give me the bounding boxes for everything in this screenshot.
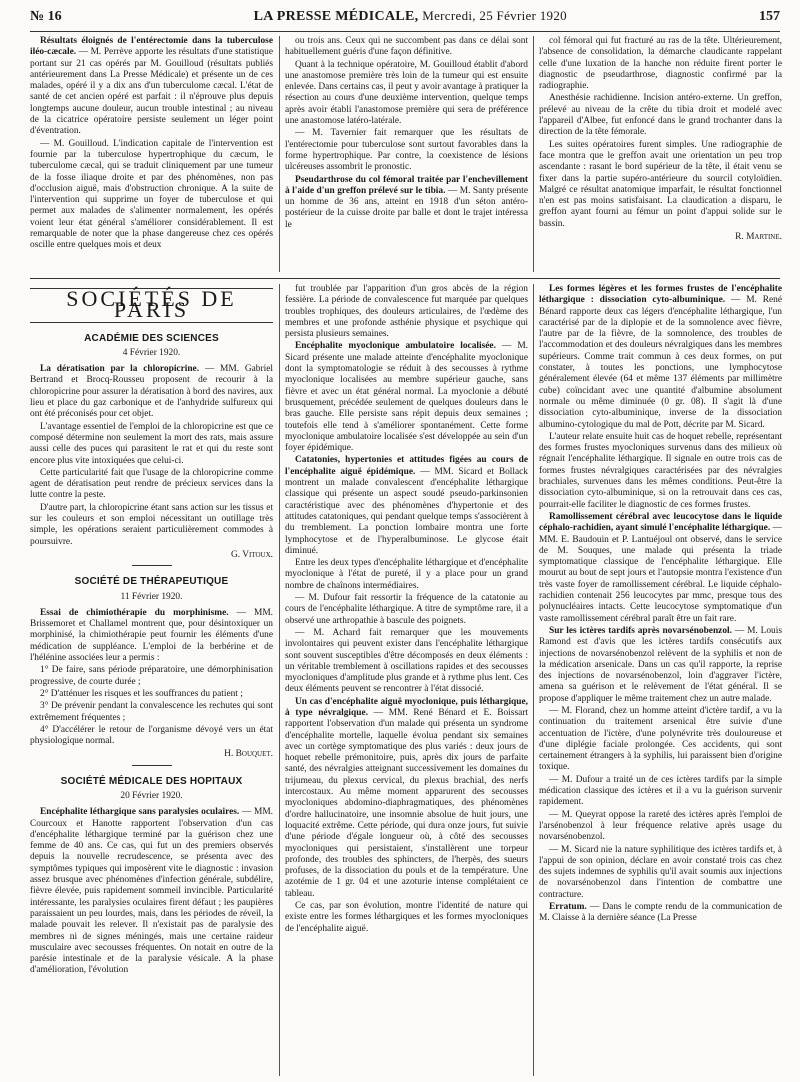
paragraph-heading: Erratum. [549, 902, 587, 913]
paragraph-text: — M. Santy présente un homme de 36 ans, atteint en 1918 d'un séton antéro-postérieur de la cuisse droite par balle et dont le trajet intéressa le [285, 185, 528, 230]
article-column-1-top [30, 36, 273, 272]
paragraph-text: Anesthésie rachidienne. Incision antéro-externe. Un greffon, prélevé au niveau de la crête du tibia droit et modelé avec l'appareil d'Albee, fut enfoncé dans le grand trochanter dans la direction de la tête fémorale. [539, 93, 782, 138]
academie-title: ACADÉMIE DES SCIENCES [84, 332, 219, 344]
paragraph-heading: Encéphalite myoclonique ambulatoire localisée. [295, 341, 496, 352]
paragraph [30, 139, 273, 252]
article-column-2-top [285, 36, 528, 272]
paragraph-text: 2° D'atténuer les risques et les souffrances du patient ; [40, 688, 243, 699]
article-signature: R. Martine. [735, 232, 782, 243]
paragraph-text: — M. Gouilloud. L'indication capitale de l'intervention est fournie par la tuberculose hypertrophique du cæcum, le tuberculome cæcal, qui se traduit cliniquement par une tumeur de la fosse iliaque droite et par des phénomènes, non pas d'occlusion aiguë, mais d'obstruction chronique. A la suite de l'intervention qui supprime un foyer de tuberculose et qui permet aux malades de s'alimenter normalement, les opérés voient leur état général s'améliorer considérablement. Il est remarquable de noter que la phase dangereuse chez ces opérés oscille entre quelques mois et deux [30, 138, 273, 251]
paragraph-text: — M. Louis Ramond est d'avis que les ictères tardifs consécutifs aux injections de novarsénobenzol relèvent de la syphilis et non de la médication arsenicale. Dans un cas qu'il rapporte, la reprise des injections de novarsénobenzol, loin d'aggraver l'ictère, amena sa guérison et le relèvement de l'état général. Il se propose d'appliquer le même traitement chez un autre malade. [539, 625, 782, 704]
section-rule [30, 278, 780, 279]
page-header [30, 8, 780, 30]
paragraph [285, 628, 528, 696]
paragraph-text: — M. Queyrat oppose la rareté des ictères après l'emploi de l'arsénobenzol à leur fréquence relative après usage du novarsénobenzol. [539, 809, 782, 843]
paragraph [539, 706, 782, 774]
paragraph [30, 468, 273, 502]
paragraph-heading: Encéphalite léthargique sans paralysies oculaires. [40, 807, 240, 818]
paragraph [539, 93, 782, 138]
therapeutique-date: 11 Février 1920. [120, 591, 183, 602]
section-separator [132, 765, 172, 766]
paragraph-text: Cette particularité fait que l'usage de la chloropicrine comme agent de dératisation peut rendre de précieux services dans la lutte contre la peste. [30, 467, 273, 501]
paragraph-text: — M. René Bénard rapporte deux cas légers d'encéphalite léthargique, l'un caractérisé par de la diplopie et de la somnolence avec fièvre, l'autre par de la fièvre, de la somnolence, des troubles de l'accommodation et des douleurs névralgiques dans les membres supérieurs. Comme trait commun à ces deux formes, on put constater, à toutes les ponctions, une lymphocytose généralement élevée (64 et même 137 éléments par millimètre cube) coïncidant avec une quantité d'albumine absolument normale ou même diminuée (0 gr. 08). Il s'agit là d'une dissociation cyto-albuminique, inverse de la dissociation albumino-cytologique du mal de Pott, décrite par M. Sicard. [539, 295, 782, 430]
paragraph [539, 626, 782, 705]
paragraph-text: — M. Sicard nie la nature syphilitique des ictères tardifs et, à l'appui de son opinion, déclare en avoir constaté trois cas chez des sujets indemnes de syphilis qu'il avait soumis aux injections de novarsénobenzol dans l'intention de combattre une contracture. [539, 844, 782, 900]
paragraph-text: fut troublée par l'apparition d'un gros abcès de la région fessière. La période de convalescence fut marquée par quelques troubles trophiques, des douleurs articulaires, de l'œdème des membres et une profonde asthénie physique et psychique qui persista plusieurs semaines. [285, 284, 528, 340]
paragraph-text: — M. Sicard présente une malade atteinte d'encéphalite myoclonique dont la symptomatologie se réduit à des secousses à rythme myoclonique localisées au membre supérieur gauche, sans fièvre et avec un état général normal. La myoclonie a débuté brusquement, précédée seulement de quelques douleurs dans le bras gauche. Elle persiste sans répit depuis deux semaines ; toutefois elle tend à s'améliorer spontanément. Cette forme myoclonique ambulatoire localisée s'est développée au sein d'un foyer épidémique. [285, 341, 528, 454]
paragraph-text: — MM. Courcoux et Hanotte rapportent l'observation d'un cas d'encéphalite léthargique terminé par la guérison chez une femme de 40 ans. Ce cas, qui fut un des premiers observés depuis la nouvelle recrudescence, se présenta avec des symptômes typiques qui imposèrent vite le diagnostic : invasion assez brusque avec phénomènes d'infection générale, subdélire, fièvre élevée, puis rapidement sommeil invincible. Particularité intéressante, les paralysies oculaires firent défaut ; les paupières paraissaient un peu lourdes, mais, dans les périodes de réveil, la malade pouvait les relever. Il n'existait pas de paralysie des membres ni de signes méningés, mais une certaine raideur musculaire avec secousses fréquentes. On notait en outre de la parésie intestinale et de la paralysie vésicale. A la phase d'amélioration, l'évolution [30, 807, 273, 976]
column-divider [279, 36, 280, 272]
paragraph-text: — M. Achard fait remarquer que les mouvements involontaires qui peuvent exister dans l'encéphalite léthargique sont souvent susceptibles d'être décomposés en deux éléments : un véritable tremblement à oscillations rapides et des secousses myocloniques d'amplitude plus grande et à rythme plus lent. Ces deux éléments peuvent se rencontrer à l'état dissocié. [285, 627, 528, 695]
paragraph [285, 593, 528, 627]
paragraph-heading: Un cas d'encéphalite aiguë myoclonique, puis léthargique, à type névralgique. [285, 696, 528, 718]
paragraph [285, 175, 528, 231]
paragraph [539, 810, 782, 844]
paragraph-heading: Sur les ictères tardifs après novarsénobenzol. [549, 625, 732, 636]
paragraph-heading: La dératisation par la chloropicrine. [40, 364, 200, 375]
paragraph-text: — MM. Gabriel Bertrand et Brocq-Rousseu proposent de recourir à la chloropicrine pour assurer la dératisation à bord des navires, aux lieu et place du gaz carbonique et de l'anhydride sulfureux qui ont été préconisés pour cet objet. [30, 364, 273, 420]
hopitaux-date: 20 Février 1920. [120, 790, 183, 801]
paragraph [30, 364, 273, 420]
paragraph-text: D'autre part, la chloropicrine étant sans action sur les tissus et sur les couleurs et son emploi nécessitant un outillage très simple, les opérations seraient particulièrement commodes à poursuivre. [30, 502, 273, 547]
paragraph-text: 4° D'accélérer le retour de l'organisme dévoyé vers un état physiologique normal. [30, 724, 273, 747]
paragraph [285, 901, 528, 935]
paragraph [539, 284, 782, 431]
paragraph [30, 503, 273, 548]
paragraph [30, 725, 273, 748]
academie-body [30, 364, 273, 548]
paragraph [539, 845, 782, 901]
paragraph [539, 775, 782, 809]
paragraph [30, 689, 273, 700]
column-divider [533, 36, 534, 272]
therapeutique-signature: H. Bouquet. [224, 749, 273, 760]
article-column-3-bottom [539, 284, 782, 1076]
paragraph [30, 608, 273, 664]
academie-date: 4 Février 1920. [122, 347, 181, 358]
paragraph-text: — MM. Brissemoret et Challamel montrent que, pour désintoxiquer un morphinisé, la chimiothérapie peut fournir les éléments d'une médication de suppléance. L'emploi de la berbérine et de l'hélénine associées leur a permis : [30, 607, 273, 664]
paragraph [285, 284, 528, 340]
paragraph [285, 60, 528, 128]
paragraph-heading: Pseudarthrose du col fémoral traitée par l'enchevillement à l'aide d'un greffon prélevé sur le tibia. [285, 174, 528, 196]
paragraph-text: L'auteur relate ensuite huit cas de hoquet rebelle, représentant des formes frustes myocloniques survenus dans des milieux où régnait l'encéphalite léthargique. Il signale en outre trois cas de formes frustes névralgiques caractérisées par des névralgies brachiales, survenues dans les mêmes conditions. Peut-être la dissociation cyto-albuminique, si on la retrouvait dans ces cas, pourrait-elle faciliter le diagnostic de ces formes frustes. [539, 431, 782, 510]
journal-title [254, 8, 567, 25]
paragraph [539, 140, 782, 230]
paragraph [285, 36, 528, 59]
paragraph [30, 807, 273, 976]
paragraph-text: — M. Dufour a traité un de ces ictères tardifs par la simple médication classique des ictères et il a vu la guérison survenir rapidement. [539, 774, 782, 808]
societes-column [30, 284, 273, 1076]
paragraph-text: Entre les deux types d'encéphalite léthargique et d'encéphalite myoclonique à l'état de pureté, il y a place pour un grand nombre de chaînons intermédiaires. [285, 558, 528, 591]
paragraph [539, 36, 782, 92]
paragraph-heading: Catatonies, hypertonies et attitudes figées au cours de l'encéphalite aiguë épidémique. [285, 455, 528, 477]
paragraph-text: — M. Dufour fait ressortir la fréquence de la catatonie au cours de l'encéphalite léthargique. A titre de symptôme rare, il a observé une arthropathie à bascule des poignets. [285, 593, 528, 626]
therapeutique-body [30, 608, 273, 748]
column-divider [533, 284, 534, 1076]
paragraph-heading: Ramollissement cérébral avec leucocytose dans le liquide céphalo-rachidien, ayant simulé l'encéphalite léthargique. [539, 511, 782, 534]
folio: 157 [759, 9, 780, 24]
hopitaux-body [30, 807, 273, 976]
paragraph-text: Les suites opératoires furent simples. Une radiographie de face montra que le greffon avait une orientation un peu trop ascendante : rasant le bord supérieur de la tête, il était venu se fixer dans la partie supéro-antérieure du sourcil cotyloïdien. Malgré ce résultat anatomique imparfait, le résultat fonctionnel n'en est pas moins satisfaisant. La claudication a disparu, le greffon ayant fourni au fémur un point d'appui solide sur le bassin. [539, 139, 782, 229]
paragraph [30, 701, 273, 724]
paragraph [30, 665, 273, 688]
paragraph-text: — M. Tavernier fait remarquer que les résultats de l'entérectomie pour tuberculose sont surtout favorables dans la forme hypertrophique. Par contre, la coexistence de lésions ulcéreuses assombrit le pronostic. [285, 128, 528, 173]
paragraph-text: — MM. René Bénard et E. Boissart rapportent l'observation d'un malade qui présenta un syndrome d'encéphalite mortelle, laquelle évolua pendant six semaines avec un cortège symptomatique des plus variés : deux jours de hoquet rebelle prémonitoire, puis, après dix jours de parfaite santé, des névralgies atteignant successivement les domaines du trijumeau, du plexus cervical, du plexus brachial, des nerfs intercostaux. Au même moment apparurent des secousses myocloniques abdomino-diaphragmatiques, des phénomènes d'ordre hallucinatoire, une insomnie absolue de huit jours, une loquacité extrême. Cette période, qui dura onze jours, fut suivie d'une période d'égale longueur où, à côté des secousses myocloniques qui persistaient, s'installèrent une torpeur profonde, des troubles des sphincters, de l'herpès, des sueurs profuses, de la dissociation du pouls et de la température. Une azotémie de 1 gr. 04 et une azoturie intense complétaient ce tableau. [285, 707, 528, 899]
societes-title: SOCIÉTÉS DE PARIS [30, 288, 273, 323]
paragraph [30, 36, 273, 138]
paragraph-text: ou trois ans. Ceux qui ne succombent pas dans ce délai sont habituellement guéris d'une façon définitive. [285, 36, 528, 58]
therapeutique-title: SOCIÉTÉ DE THÉRAPEUTIQUE [74, 576, 229, 588]
issue-date: Mercredi, 25 Février 1920 [422, 8, 567, 23]
paragraph [285, 558, 528, 592]
paragraph [539, 902, 782, 925]
paragraph [539, 512, 782, 625]
paragraph-text: — MM. E. Baudouin et P. Lantuéjoul ont observé, dans le service de M. Souques, une malade qui présenta la triade symptomatique classique de l'encéphalite léthargique. Elle mourut au bout de sept jours et l'autopsie montra l'existence d'un très vaste foyer de ramollissement cérébral. Le liquide céphalo-rachidien contenait 256 leucocytes par mmc, presque tous des polynucléaires intacts. Cette leucocytose symptomatique d'un vaste ramollissement cérébral paraît être un fait rare. [539, 523, 782, 624]
paragraph [285, 341, 528, 454]
page-number: № 16 [30, 9, 62, 24]
paragraph-text: — M. Perrève apporte les résultats d'une statistique portant sur 21 cas opérés par M. Gouilloud (résultats publiés antérieurement dans La Presse Médicale) et présente un de ces malades, opéré il y a dix ans d'un tuberculome cæcal. L'état de santé de cet ancien opéré est parfait : il n'éprouve plus depuis longtemps aucune douleur, aucun trouble intestinal ; au niveau de la cicatrice opératoire persiste seulement un léger point d'éventration. [30, 47, 273, 137]
paragraph [30, 422, 273, 467]
paragraph [539, 432, 782, 511]
paragraph-text: 3° De prévenir pendant la convalescence les rechutes qui sont extrêmement fréquentes ; [30, 701, 273, 723]
journal-name: LA PRESSE MÉDICALE, [253, 9, 419, 24]
hopitaux-title: SOCIÉTÉ MÉDICALE DES HOPITAUX [60, 775, 243, 787]
paragraph-text: Ce cas, par son évolution, montre l'identité de nature qui existe entre les formes léthargiques et les formes myocloniques de l'encéphalite aiguë. [285, 901, 528, 934]
paragraph-text: Quant à la technique opératoire, M. Gouilloud établit d'abord une anastomose première très loin de la tumeur qui est ensuite enlevée. Dans certains cas, il peut y avoir avantage à pratiquer la résection au cours d'une deuxième intervention, quelque temps après avoir établi l'anastomose première qui sera de préférence une anastomose latéro-latérale. [285, 59, 528, 127]
paragraph-heading: Essai de chimiothérapie du morphinisme. [40, 607, 229, 618]
academie-signature: G. Vitoux. [230, 549, 273, 560]
paragraph-text: — MM. Sicard et Bollack montrent un malade convalescent d'encéphalite léthargique classique qui présente un aspect soudé pseudo-parkinsonien caractéristique avec des phénomènes d'hypertonie et des attitudes catatoniques, qui pendant quelque temps s'associèrent à du tremblement. La ponction lombaire montra une forte lymphocytose et de l'hyperalbuminose. Le glycose était diminué. [285, 466, 528, 556]
section-separator [132, 565, 172, 566]
article-column-3-top [539, 36, 782, 272]
header-rule [30, 31, 780, 32]
article-column-2-bottom [285, 284, 528, 1076]
paragraph-text: L'avantage essentiel de l'emploi de la chloropicrine est que ce composé détermine non seulement la mort des rats, mais assure aussi celle des puces qui parasitent le rat et qui du reste sont encore plus vite intoxiquées que celui-ci. [30, 421, 273, 466]
paragraph [285, 455, 528, 557]
paragraph-heading: Résultats éloignés de l'entérectomie dans la tuberculose iléo-cæcale. [30, 36, 273, 58]
paragraph-text: — M. Florand, chez un homme atteint d'ictère tardif, a vu la continuation du traitement arsenical être suivie d'une accentuation de l'ictère, d'une polynévrite très douloureuse et d'une diplégie faciale prolongée. Ces accidents, qui sont certainement étrangers à la syphilis, lui paraissent bien d'origine toxique. [539, 705, 782, 773]
paragraph-heading: Les formes légères et les formes frustes de l'encéphalite léthargique : dissociation cyto-albuminique. [539, 284, 782, 306]
column-divider [279, 284, 280, 1076]
paragraph-text: 1° De faire, sans période préparatoire, une démorphinisation progressive, de courte durée ; [30, 665, 273, 687]
paragraph [285, 697, 528, 900]
paragraph-text: col fémoral qui fut fracturé au ras de la tête. Ultérieurement, l'absence de consolidation, la démarche claudicante rappelant celle d'une luxation de la hanche non réduite firent porter le diagnostic de pseudarthrose, diagnostic confirmé par la radiographie. [539, 36, 782, 92]
paragraph [285, 128, 528, 173]
paragraph-text: — Dans le compte rendu de la communication de M. Claisse à la dernière séance (La Presse [539, 902, 782, 924]
